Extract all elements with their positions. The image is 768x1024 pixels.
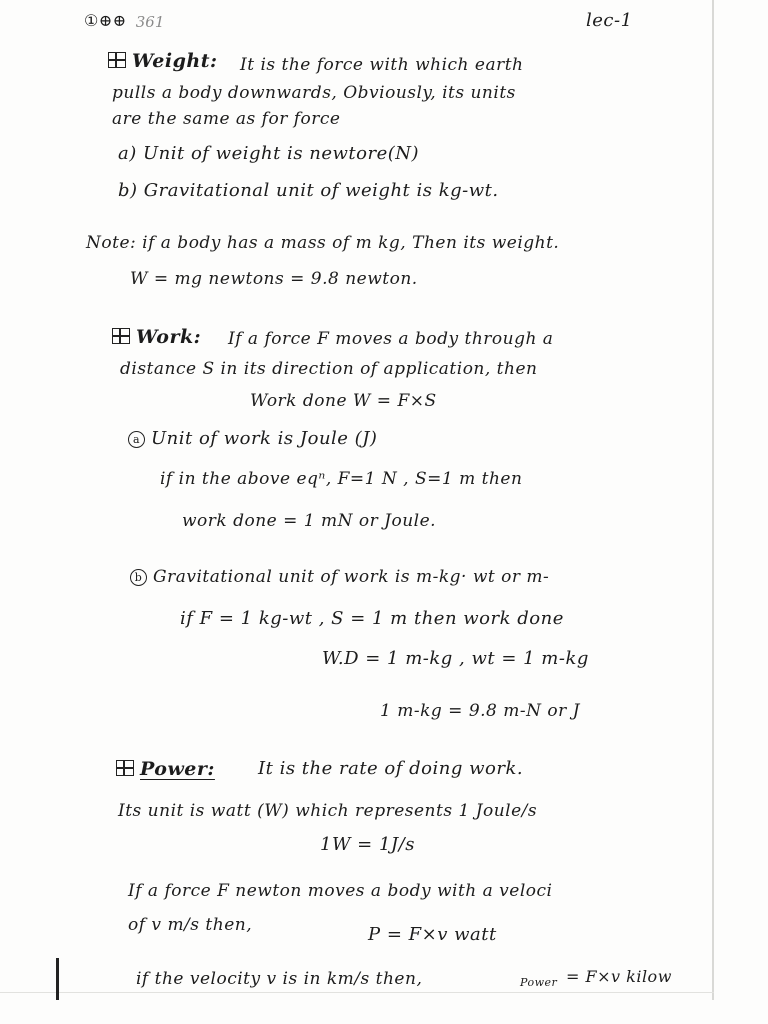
power-line-4: If a force F newton moves a body with a veloci [128, 881, 553, 901]
weight-note-1: Note: if a body has a mass of m kg, Then its weight. [86, 233, 560, 253]
lecture-label: lec-1 [586, 10, 633, 31]
margin-mark [56, 958, 59, 1000]
power-formula: P = F×v watt [368, 924, 497, 945]
power-line-2: Its unit is watt (W) which represents 1 Joule/s [118, 801, 538, 821]
weight-item-b: b) Gravitational unit of weight is kg-wt. [118, 180, 499, 201]
weight-line-1: It is the force with which earth [240, 55, 524, 75]
corner-marks [84, 10, 164, 32]
work-item-a [128, 428, 377, 450]
work-line-2: distance S in its direction of application, then [120, 359, 538, 379]
work-formula: Work done W = F×S [250, 391, 437, 411]
work-item-b-line-4: 1 m-kg = 9.8 m-N or J [380, 701, 580, 721]
section-box-icon [108, 52, 126, 68]
weight-item-a: a) Unit of weight is newtore(N) [118, 143, 420, 164]
section-box-icon [112, 328, 130, 344]
power-heading [116, 758, 215, 780]
power-title: Power: [140, 758, 215, 780]
work-item-b [130, 566, 549, 588]
power-line-6-small: Power [520, 976, 558, 989]
power-line-3: 1W = 1J/s [320, 834, 415, 855]
work-item-a-text: Unit of work is Joule (J) [151, 428, 378, 449]
work-item-a-line-2: if in the above eqⁿ, F=1 N , S=1 m then [160, 469, 523, 489]
weight-note-2: W = mg newtons = 9.8 newton. [130, 269, 418, 289]
page-bottom-edge [0, 992, 714, 993]
work-item-a-line-3: work done = 1 mN or Joule. [182, 511, 437, 531]
weight-line-3: are the same as for force [112, 109, 341, 129]
corner-marks-text: ①⊕⊕ [84, 11, 127, 30]
circled-a-icon: a [128, 431, 145, 448]
weight-title: Weight: [132, 50, 218, 72]
work-item-b-line-3: W.D = 1 m-kg , wt = 1 m-kg [322, 648, 589, 669]
work-title: Work: [136, 326, 202, 348]
corner-faint-text: 361 [135, 12, 165, 31]
work-item-b-line-2: if F = 1 kg-wt , S = 1 m then work done [180, 608, 564, 629]
work-heading [112, 326, 201, 348]
page-edge [712, 0, 714, 1000]
power-line-6-formula: = F×v kilow [566, 967, 672, 986]
power-line-1: It is the rate of doing work. [258, 758, 524, 779]
weight-heading [108, 50, 217, 72]
power-line-6: if the velocity v is in km/s then, [136, 969, 423, 989]
power-line-5: of v m/s then, [128, 915, 253, 935]
section-box-icon [116, 760, 134, 776]
circled-b-icon: b [130, 569, 147, 586]
work-item-b-text: Gravitational unit of work is m-kg· wt or m- [153, 567, 550, 587]
work-line-1: If a force F moves a body through a [228, 329, 554, 349]
weight-line-2: pulls a body downwards, Obviously, its units [112, 83, 516, 103]
